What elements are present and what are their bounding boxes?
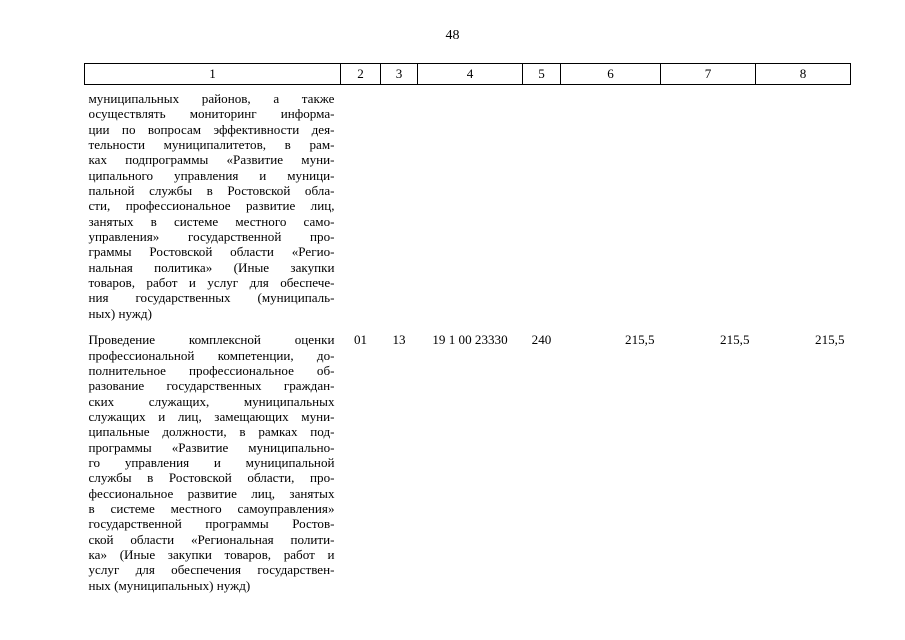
page-number: 48 [445, 28, 460, 43]
description-line: службы в Ростовской области, про- [88, 470, 335, 486]
description-line: фессиональное развитие лиц, занятых [88, 485, 335, 501]
cell-section-code [341, 85, 381, 322]
table-row [85, 85, 851, 322]
description-line: профессиональной компетенции, до- [88, 347, 335, 363]
table-header-row [85, 64, 851, 85]
description-line: ных (муниципальных) нужд) [88, 577, 251, 593]
cell-amount-col6: 215,5 [625, 332, 655, 348]
cell-amount-col7: 215,5 [720, 332, 750, 348]
description-line: полнительное профессиональное об- [88, 362, 335, 378]
cell-expense-type [523, 85, 561, 322]
description-line: нальная политика» (Иные закупки [88, 259, 335, 275]
cell-amount-col7 [661, 85, 756, 322]
description-line: занятых в системе местного само- [88, 213, 335, 229]
description-line: ципального управления и муници- [88, 167, 335, 183]
description-line: ках подпрограммы «Развитие муни- [88, 152, 335, 168]
cell-target-article: 19 1 00 23330 [432, 332, 508, 348]
description-line: ской области «Региональная полити- [88, 531, 335, 547]
description-line: программы «Развитие муниципально- [88, 439, 335, 455]
budget-table [84, 63, 851, 593]
description-line: ка» (Иные закупки товаров, работ и [88, 546, 335, 562]
description-line: тельности муниципалитетов, в рам- [88, 137, 335, 153]
row-description [85, 321, 341, 593]
description-line: в системе местного самоуправления» [88, 500, 335, 516]
description-line: ции по вопросам эффективности дея- [88, 121, 335, 137]
description-line: государственной программы Ростов- [88, 516, 335, 532]
description-line: сти, профессиональное развитие лиц, [88, 198, 335, 214]
cell-section-code: 01 [353, 332, 368, 348]
description-line: ципальные должности, в рамках под- [88, 424, 335, 440]
description-line: ных) нужд) [88, 305, 152, 321]
cell-subsection-code: 13 [392, 332, 406, 348]
column-header-7: 7 [661, 64, 756, 85]
column-header-6: 6 [561, 64, 661, 85]
cell-subsection-code [381, 85, 418, 322]
description-line: пальной службы в Ростовской обла- [88, 183, 335, 199]
column-header-8: 8 [756, 64, 851, 85]
description-line: осуществлять мониторинг информа- [88, 106, 335, 122]
column-header-2: 2 [341, 64, 381, 85]
table-row [85, 321, 851, 593]
cell-expense-type: 240 [531, 332, 552, 348]
column-header-1: 1 [85, 64, 341, 85]
column-header-4: 4 [418, 64, 523, 85]
cell-amount-col8 [756, 85, 851, 322]
row-description [85, 85, 341, 322]
description-line: товаров, работ и услуг для обеспече- [88, 275, 335, 291]
cell-amount-col6 [561, 85, 661, 322]
description-line: муниципальных районов, а также [88, 91, 335, 106]
description-line: ния государственных (муниципаль- [88, 290, 335, 306]
column-header-5: 5 [523, 64, 561, 85]
column-header-3: 3 [381, 64, 418, 85]
description-line: служащих и лиц, замещающих муни- [88, 408, 335, 424]
cell-amount-col8: 215,5 [815, 332, 845, 348]
cell-target-article [418, 85, 523, 322]
description-line: ских служащих, муниципальных [88, 393, 335, 409]
description-line: Проведение комплексной оценки [88, 332, 335, 348]
description-line: го управления и муниципальной [88, 454, 335, 470]
description-line: граммы Ростовской области «Регио- [88, 244, 335, 260]
description-line: управления» государственной про- [88, 229, 335, 245]
description-line: услуг для обеспечения государствен- [88, 562, 335, 578]
description-line: разование государственных граждан- [88, 378, 335, 394]
